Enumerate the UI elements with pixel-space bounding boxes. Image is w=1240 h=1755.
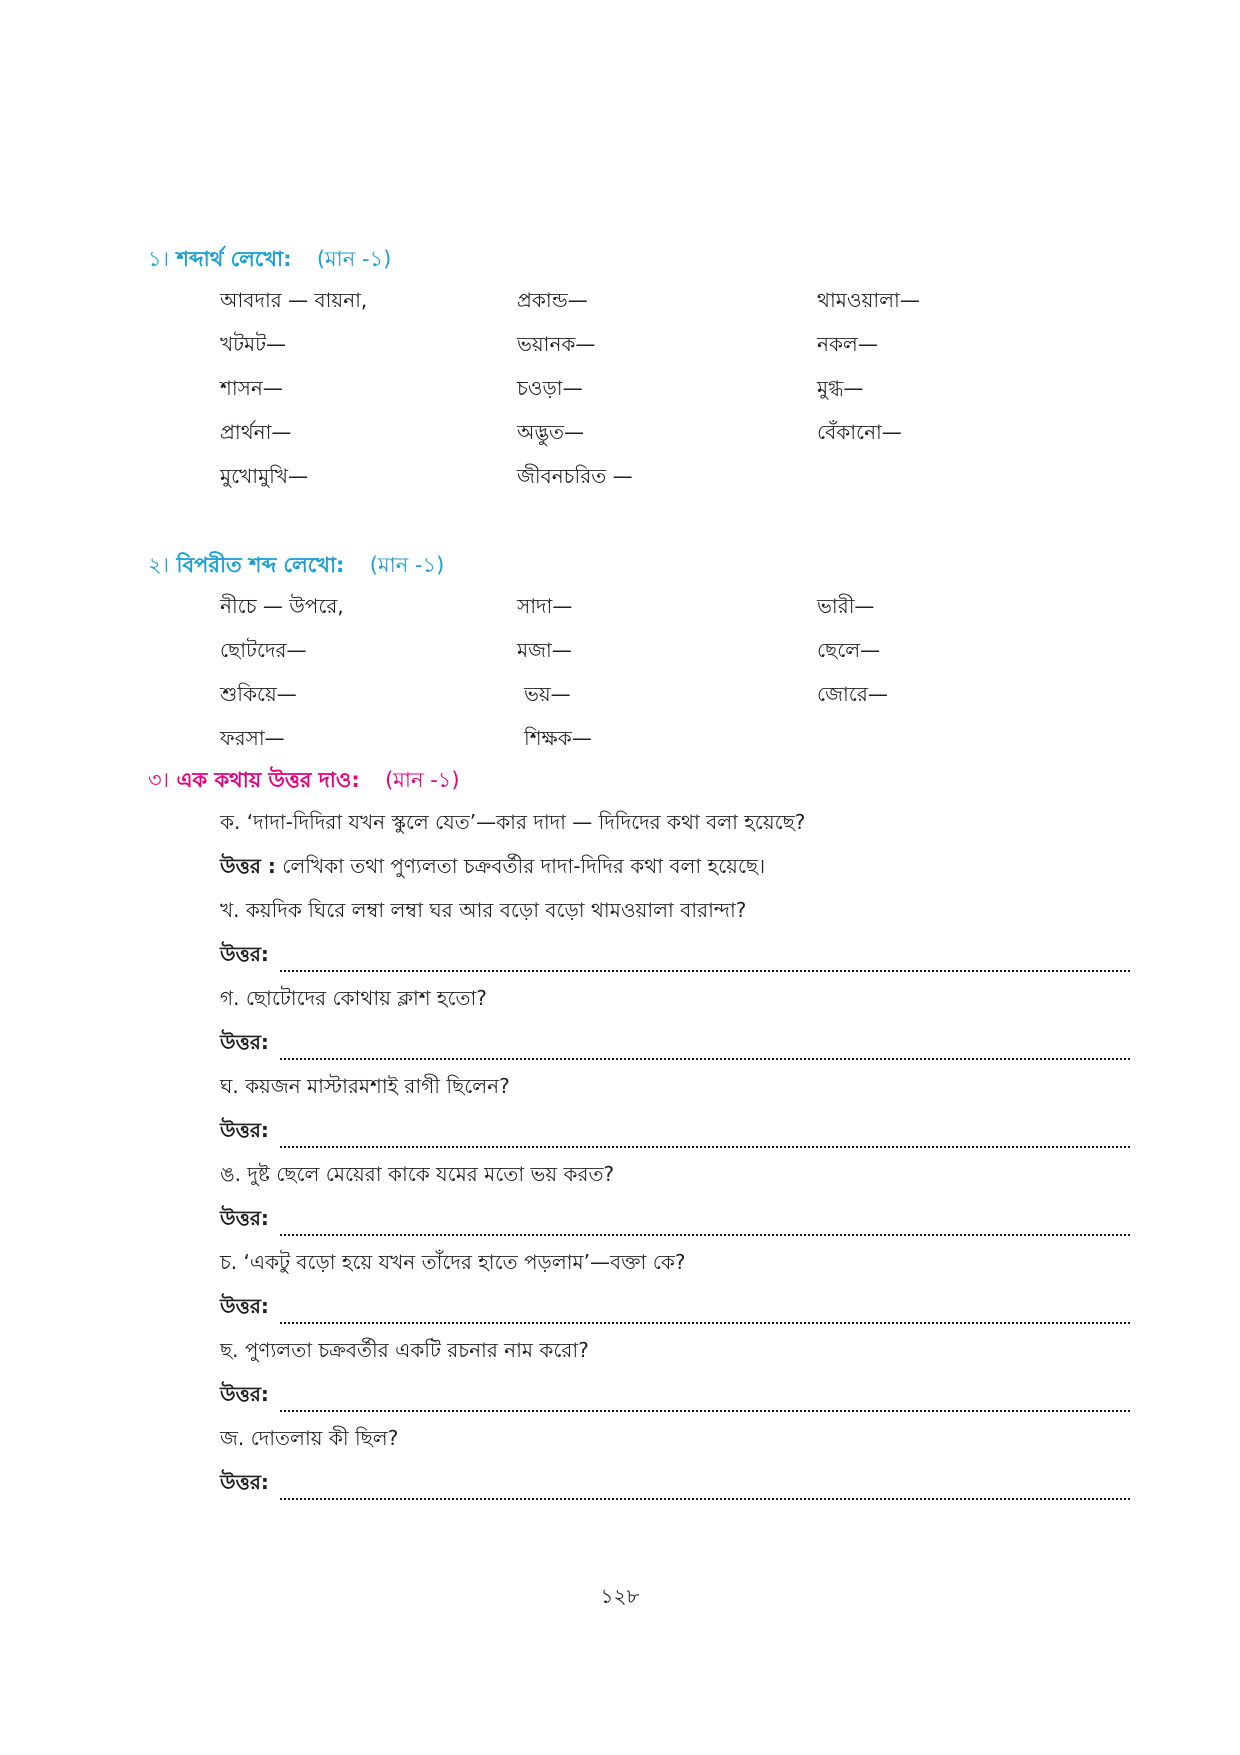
answer-blank[interactable] xyxy=(280,1233,1130,1236)
question: জ. দোতলায় কী ছিল? xyxy=(220,1426,399,1450)
answer-blank[interactable] xyxy=(280,1145,1130,1148)
example-answer: লেখিকা তথা পুণ্যলতা চক্রবর্তীর দাদা-দিদির কথা বলা হয়েছে। xyxy=(282,854,766,878)
word-cell: আবদার — বায়না, xyxy=(220,288,368,312)
section2-row xyxy=(220,724,1120,768)
word-cell: জোরে— xyxy=(817,682,888,706)
answer-label: উত্তর: xyxy=(220,1382,269,1406)
answer-line xyxy=(220,1380,1130,1424)
word-cell: মুগ্ধ— xyxy=(817,376,864,400)
answer-label: উত্তর : xyxy=(220,854,276,878)
answer-label: উত্তর: xyxy=(220,1470,269,1494)
section1-row xyxy=(220,330,1120,374)
word-cell: শিক্ষক— xyxy=(524,726,592,750)
section2-row xyxy=(220,592,1120,636)
section2-marks: (মান -১) xyxy=(369,553,445,577)
word-cell: ছেলে— xyxy=(817,638,881,662)
section3-questions xyxy=(220,808,1130,1512)
section1-heading xyxy=(148,243,391,278)
answer-blank[interactable] xyxy=(280,1057,1130,1060)
answer-line xyxy=(220,1116,1130,1160)
word-cell: চওড়া— xyxy=(517,376,583,400)
word-cell: প্রার্থনা— xyxy=(220,420,292,444)
question: ছ. পুণ্যলতা চক্রবর্তীর একটি রচনার নাম করো? xyxy=(220,1338,589,1362)
word-cell: ভয়ানক— xyxy=(517,332,596,356)
word-cell: ফরসা— xyxy=(220,726,285,750)
section2-row xyxy=(220,680,1120,724)
answer-label: উত্তর: xyxy=(220,942,269,966)
example-answer-line xyxy=(220,852,1130,896)
section1-row xyxy=(220,286,1120,330)
answer-label: উত্তর: xyxy=(220,1118,269,1142)
word-cell: বেঁকানো— xyxy=(817,420,902,444)
question: চ. ‘একটু বড়ো হয়ে যখন তাঁদের হাতে পড়লাম’—বক্তা কে? xyxy=(220,1250,686,1274)
section3-heading xyxy=(148,764,460,799)
word-cell: শাসন— xyxy=(220,376,283,400)
word-cell: ভয়— xyxy=(524,682,571,706)
section1-row xyxy=(220,374,1120,418)
section1-title: শব্দার্থ লেখো: xyxy=(176,247,292,271)
answer-line xyxy=(220,940,1130,984)
question: ঘ. কয়জন মাস্টারমশাই রাগী ছিলেন? xyxy=(220,1074,510,1098)
section2-heading xyxy=(148,549,444,584)
section1-word-grid xyxy=(220,286,1120,506)
section1-number: ১। xyxy=(148,247,170,271)
answer-line xyxy=(220,1468,1130,1512)
answer-line xyxy=(220,1204,1130,1248)
word-cell: মজা— xyxy=(517,638,572,662)
word-cell: শুকিয়ে— xyxy=(220,682,297,706)
section1-row xyxy=(220,418,1120,462)
answer-line xyxy=(220,1292,1130,1336)
page-number: ১২৮ xyxy=(600,1584,640,1608)
section1-marks: (মান -১) xyxy=(316,247,392,271)
section1-row xyxy=(220,462,1120,506)
word-cell: খটমট— xyxy=(220,332,287,356)
section2-word-grid xyxy=(220,592,1120,768)
answer-blank[interactable] xyxy=(280,1321,1130,1324)
section2-row xyxy=(220,636,1120,680)
word-cell: নীচে — উপরে, xyxy=(220,594,344,618)
answer-blank[interactable] xyxy=(280,969,1130,972)
answer-blank[interactable] xyxy=(280,1409,1130,1412)
section2-title: বিপরীত শব্দ লেখো: xyxy=(176,553,345,577)
word-cell: ছোটদের— xyxy=(220,638,307,662)
answer-blank[interactable] xyxy=(280,1497,1130,1500)
answer-label: উত্তর: xyxy=(220,1294,269,1318)
section2-number: ২। xyxy=(148,553,170,577)
section3-marks: (মান -১) xyxy=(385,768,460,792)
word-cell: থামওয়ালা— xyxy=(817,288,920,312)
section3-number: ৩। xyxy=(148,768,170,792)
word-cell: সাদা— xyxy=(517,594,573,618)
question: ক. ‘দাদা-দিদিরা যখন স্কুলে যেত’—কার দাদা — দিদিদের কথা বলা হয়েছে? xyxy=(220,810,806,834)
word-cell: মুখোমুখি— xyxy=(220,464,309,488)
word-cell: অদ্ভুত— xyxy=(517,420,585,444)
answer-label: উত্তর: xyxy=(220,1030,269,1054)
answer-label: উত্তর: xyxy=(220,1206,269,1230)
word-cell: প্রকান্ড— xyxy=(517,288,588,312)
question: গ. ছোটোদের কোথায় ক্লাশ হতো? xyxy=(220,986,487,1010)
question: খ. কয়দিক ঘিরে লম্বা লম্বা ঘর আর বড়ো বড়ো থামওয়ালা বারান্দা? xyxy=(220,898,747,922)
section3-title: এক কথায় উত্তর দাও: xyxy=(176,768,360,792)
answer-line xyxy=(220,1028,1130,1072)
word-cell: নকল— xyxy=(817,332,878,356)
word-cell: জীবনচরিত — xyxy=(517,464,633,488)
word-cell: ভারী— xyxy=(817,594,875,618)
question: ঙ. দুষ্ট ছেলে মেয়েরা কাকে যমের মতো ভয় করত? xyxy=(220,1162,615,1186)
